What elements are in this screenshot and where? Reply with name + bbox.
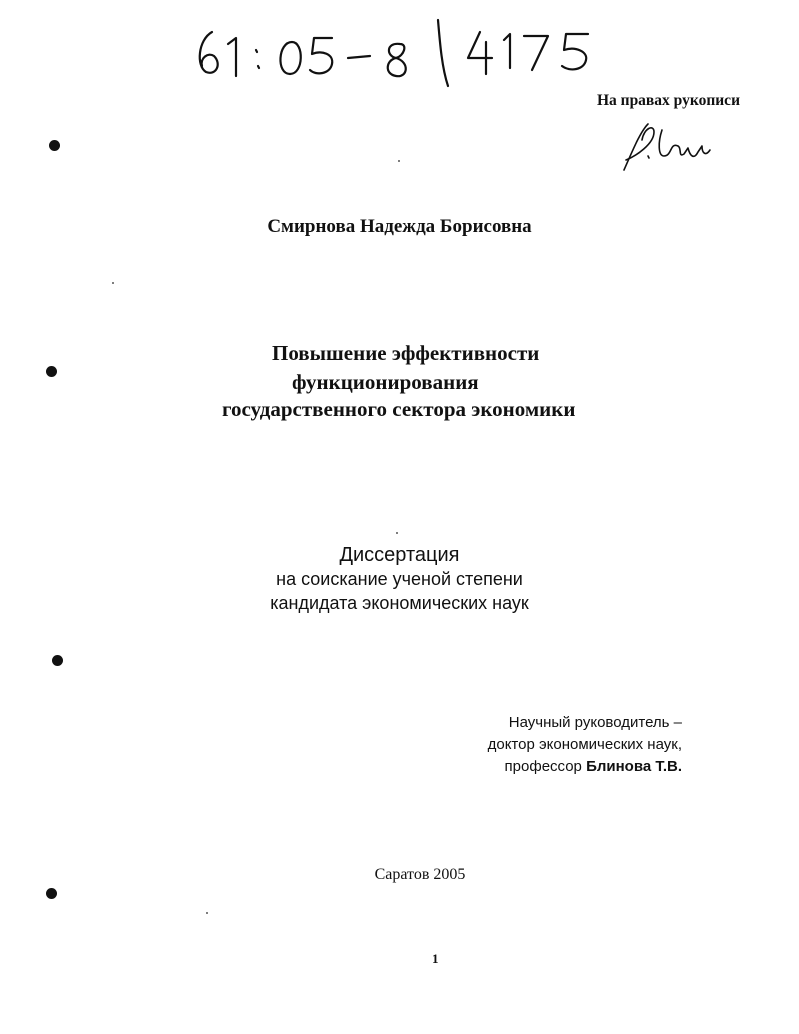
degree-line-2: на соискание ученой степени [276, 569, 523, 589]
degree-line-1: Диссертация [339, 544, 460, 566]
scan-speck [398, 160, 400, 162]
supervisor-line-2: доктор экономических наук, [487, 736, 682, 753]
archive-stamp-drawing [190, 14, 610, 94]
place-year: Саратов 2005 [374, 866, 466, 883]
title-line-2: функционирования [292, 370, 479, 394]
supervisor-line-3 [420, 756, 682, 778]
binder-hole-mark [52, 655, 63, 666]
title-line-1: Повышение эффективности [272, 341, 540, 365]
author-name: Смирнова Надежда Борисовна [267, 216, 532, 237]
supervisor-line-1: Научный руководитель – [508, 714, 682, 731]
signature-drawing [618, 116, 712, 174]
degree-block [0, 543, 799, 615]
scan-speck [206, 912, 208, 914]
signature [618, 116, 712, 174]
scan-speck [396, 532, 398, 534]
title-line-3: государственного сектора экономики [222, 397, 576, 421]
archive-stamp-handwritten [190, 14, 610, 94]
binder-hole-mark [46, 888, 57, 899]
supervisor-block [420, 712, 682, 778]
rights-note: На правах рукописи [596, 92, 740, 109]
supervisor-name: Блинова Т.В. [586, 758, 682, 775]
supervisor-title: профессор [504, 758, 582, 775]
degree-line-3: кандидата экономических наук [270, 593, 529, 613]
scan-speck [112, 282, 114, 284]
page-number: 1 [432, 951, 439, 966]
binder-hole-mark [49, 140, 60, 151]
binder-hole-mark [46, 366, 57, 377]
